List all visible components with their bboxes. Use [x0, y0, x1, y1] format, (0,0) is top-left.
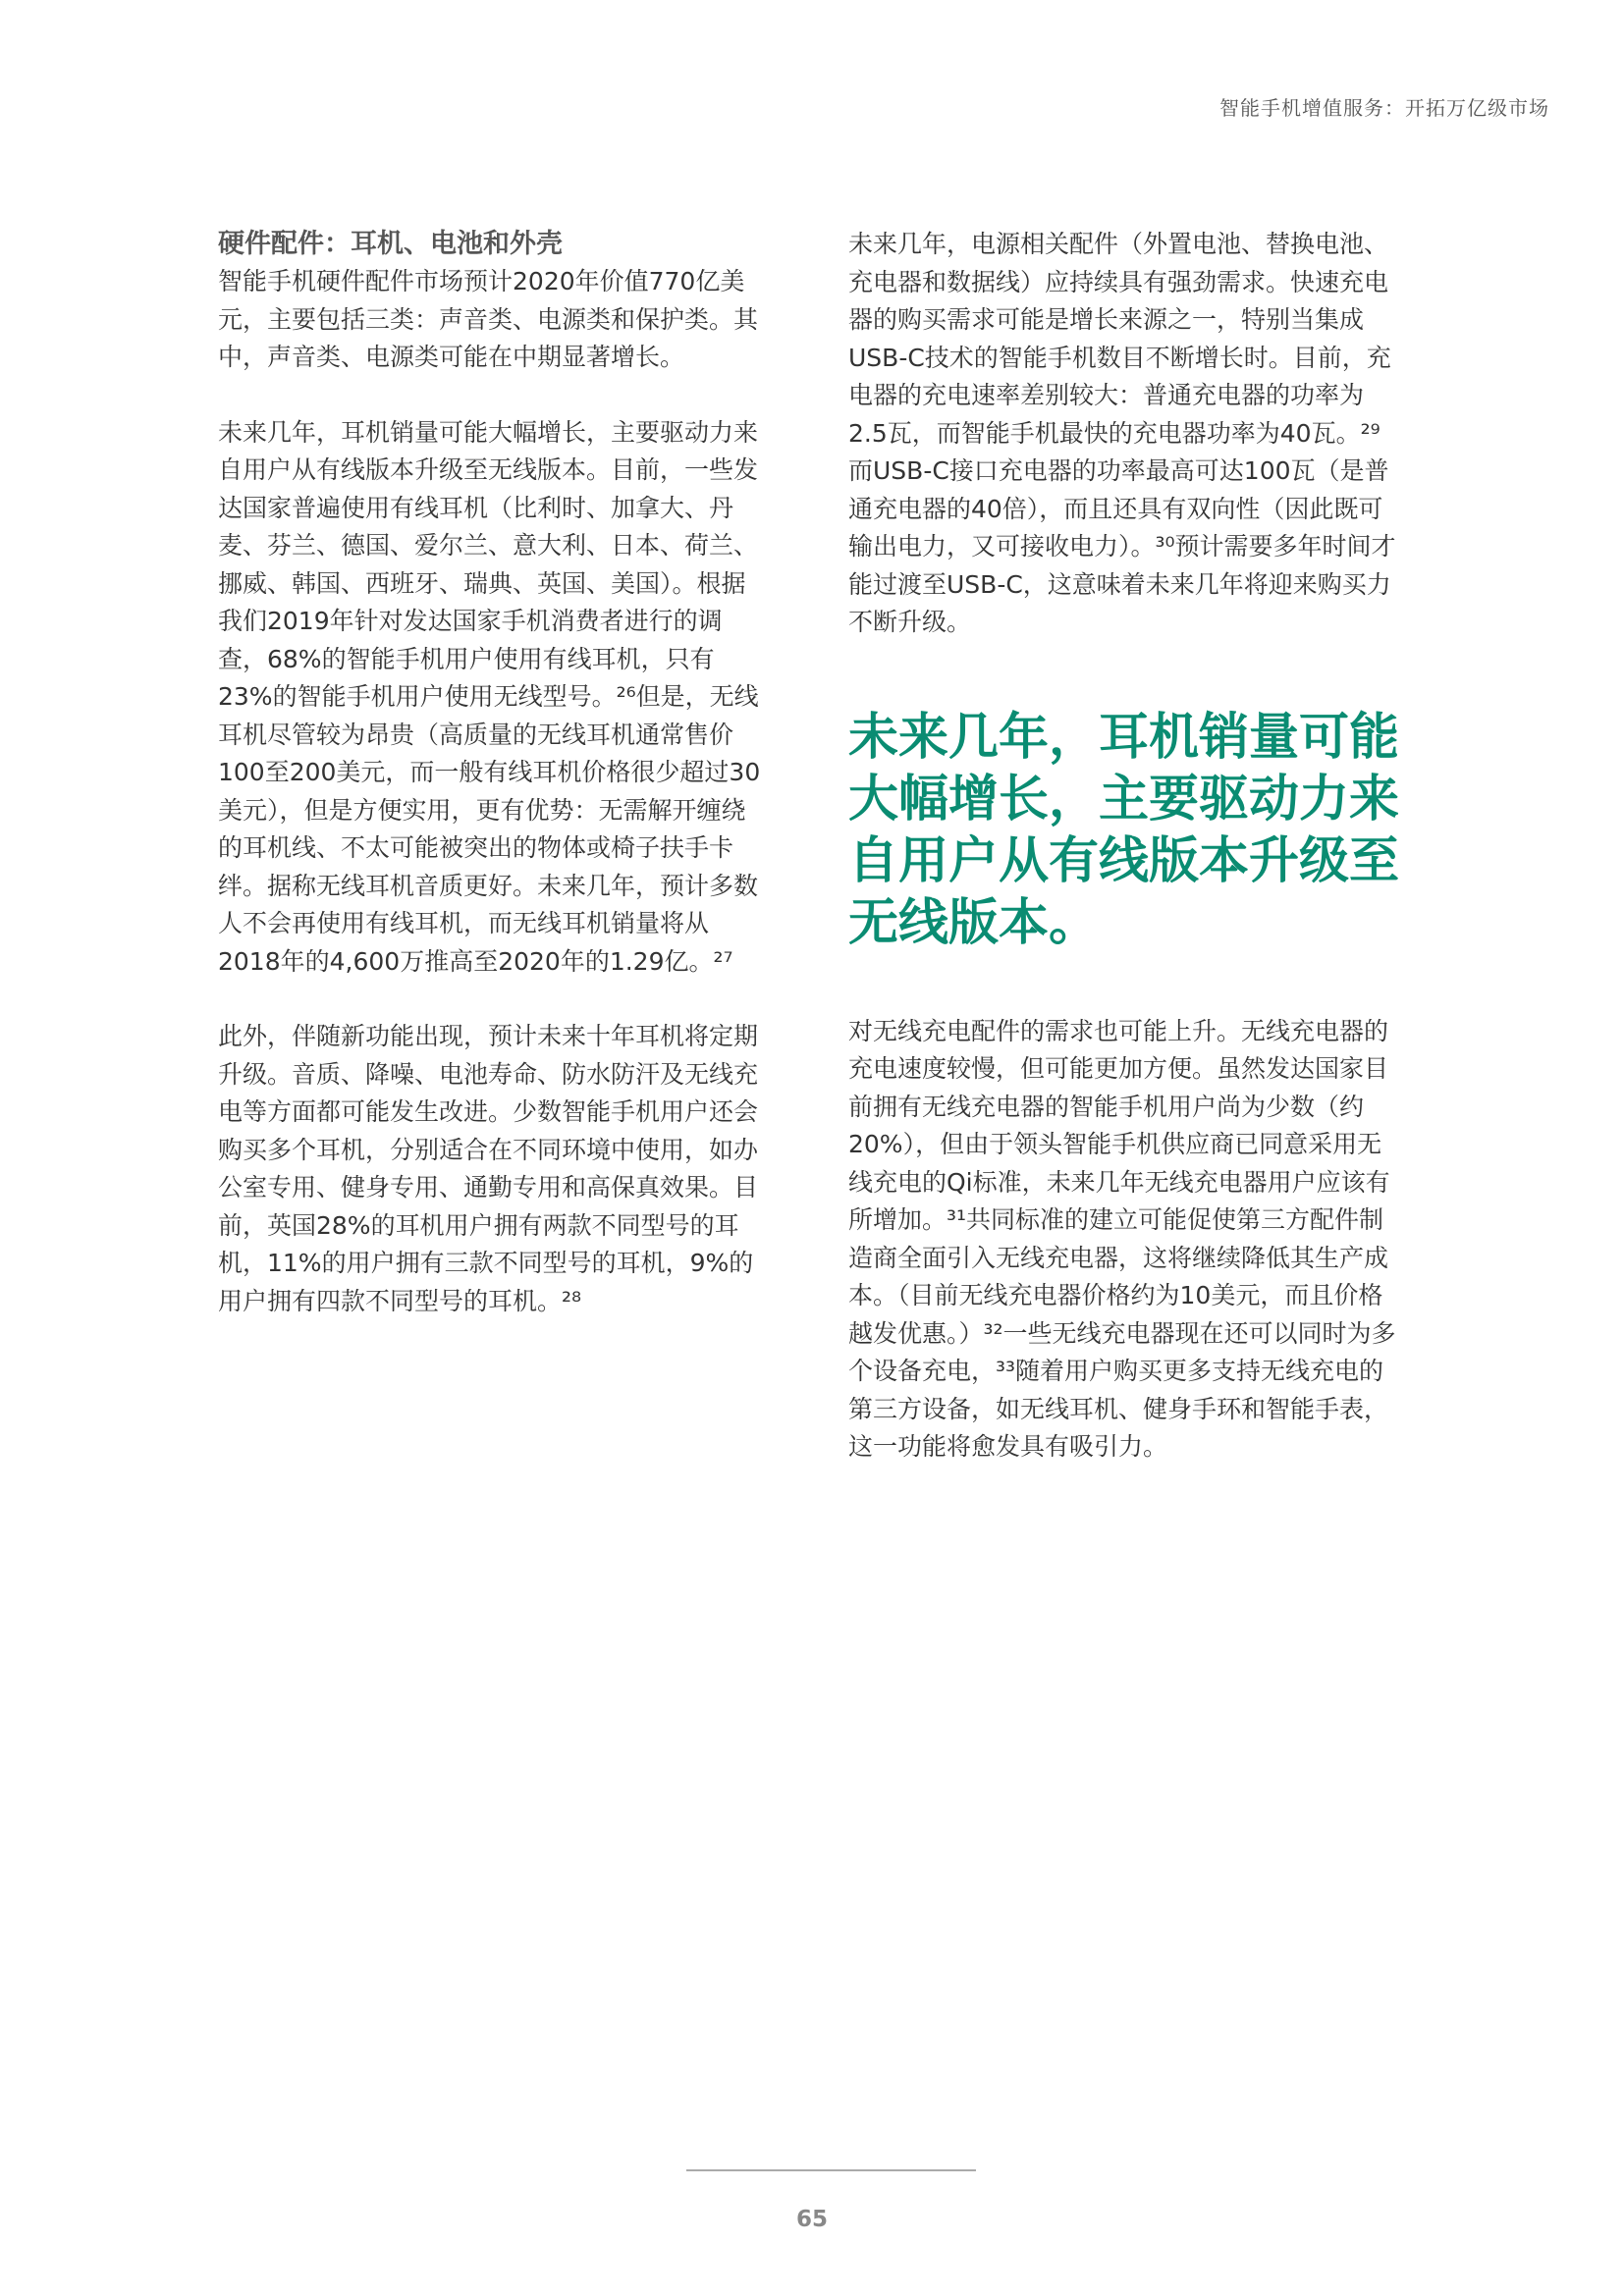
- running-header-title: 智能手机增值服务：开拓万亿级市场: [1219, 96, 1549, 120]
- page-number: 65: [795, 2207, 828, 2232]
- body-paragraph: 对无线充电配件的需求也可能上升。无线充电器的充电速度较慢，但可能更加方便。虽然发达国家目前拥有无线充电器的智能手机用户尚为少数（约20%），但由于领头智能手机供应商已同意采用无线充电的Qi标准，未来几年无线充电器用户应该有所增加。³¹共同标准的建立可能促使第三方配件制造商全面引入无线充电器，这将继续降低其生产成本。（目前无线充电器价格约为10美元，而且价格越发优惠。）³²一些无线充电器现在还可以同时为多个设备充电，³³随着用户购买更多支持无线充电的第三方设备，如无线耳机、健身手环和智能手表，这一功能将愈发具有吸引力。: [848, 1016, 1396, 1461]
- right-column: [848, 226, 1398, 1504]
- body-paragraph: 未来几年，电源相关配件（外置电池、替换电池、充电器和数据线）应持续具有强劲需求。快速充电器的购买需求可能是增长来源之一，特别当集成USB-C技术的智能手机数目不断增长时。目前，充电器的充电速率差别较大：普通充电器的功率为2.5瓦，而智能手机最快的充电器功率为40瓦。²⁹而USB-C接口充电器的功率最高可达100瓦（是普通充电器的40倍），而且还具有双向性（因此既可输出电力，又可接收电力）。³⁰预计需要多年时间才能过渡至USB-C，这意味着未来几年将迎来购买力不断升级。: [848, 230, 1396, 636]
- body-paragraph: 智能手机硬件配件市场预计2020年价值770亿美元，主要包括三类：声音类、电源类和保护类。其中，声音类、电源类可能在中期显著增长。: [218, 267, 759, 371]
- section-heading: 硬件配件：耳机、电池和外壳: [218, 229, 563, 259]
- left-column: [218, 226, 768, 1358]
- pull-quote: 未来几年，耳机销量可能大幅增长，主要驱动力来自用户从有线版本升级至无线版本。: [848, 708, 1400, 952]
- footer-divider: [686, 2169, 976, 2171]
- body-paragraph: 未来几年，耳机销量可能大幅增长，主要驱动力来自用户从有线版本升级至无线版本。目前，一些发达国家普遍使用有线耳机（比利时、加拿大、丹麦、芬兰、德国、爱尔兰、意大利、日本、荷兰、挪威、韩国、西班牙、瑞典、英国、美国）。根据我们2019年针对发达国家手机消费者进行的调查，68%的智能手机用户使用有线耳机，只有23%的智能手机用户使用无线型号。²⁶但是，无线耳机尽管较为昂贵（高质量的无线耳机通常售价100至200美元，而一般有线耳机价格很少超过30美元），但是方便实用，更有优势：无需解开缠绕的耳机线、不太可能被突出的物体或椅子扶手卡绊。据称无线耳机音质更好。未来几年，预计多数人不会再使用有线耳机，而无线耳机销量将从2018年的4,600万推高至2020年的1.29亿。²⁷: [218, 417, 761, 976]
- body-paragraph: 此外，伴随新功能出现，预计未来十年耳机将定期升级。音质、降噪、电池寿命、防水防汗及无线充电等方面都可能发生改进。少数智能手机用户还会购买多个耳机，分别适合在不同环境中使用，如办公室专用、健身专用、通勤专用和高保真效果。目前，英国28%的耳机用户拥有两款不同型号的耳机，11%的用户拥有三款不同型号的耳机，9%的用户拥有四款不同型号的耳机。²⁸: [218, 1022, 759, 1315]
